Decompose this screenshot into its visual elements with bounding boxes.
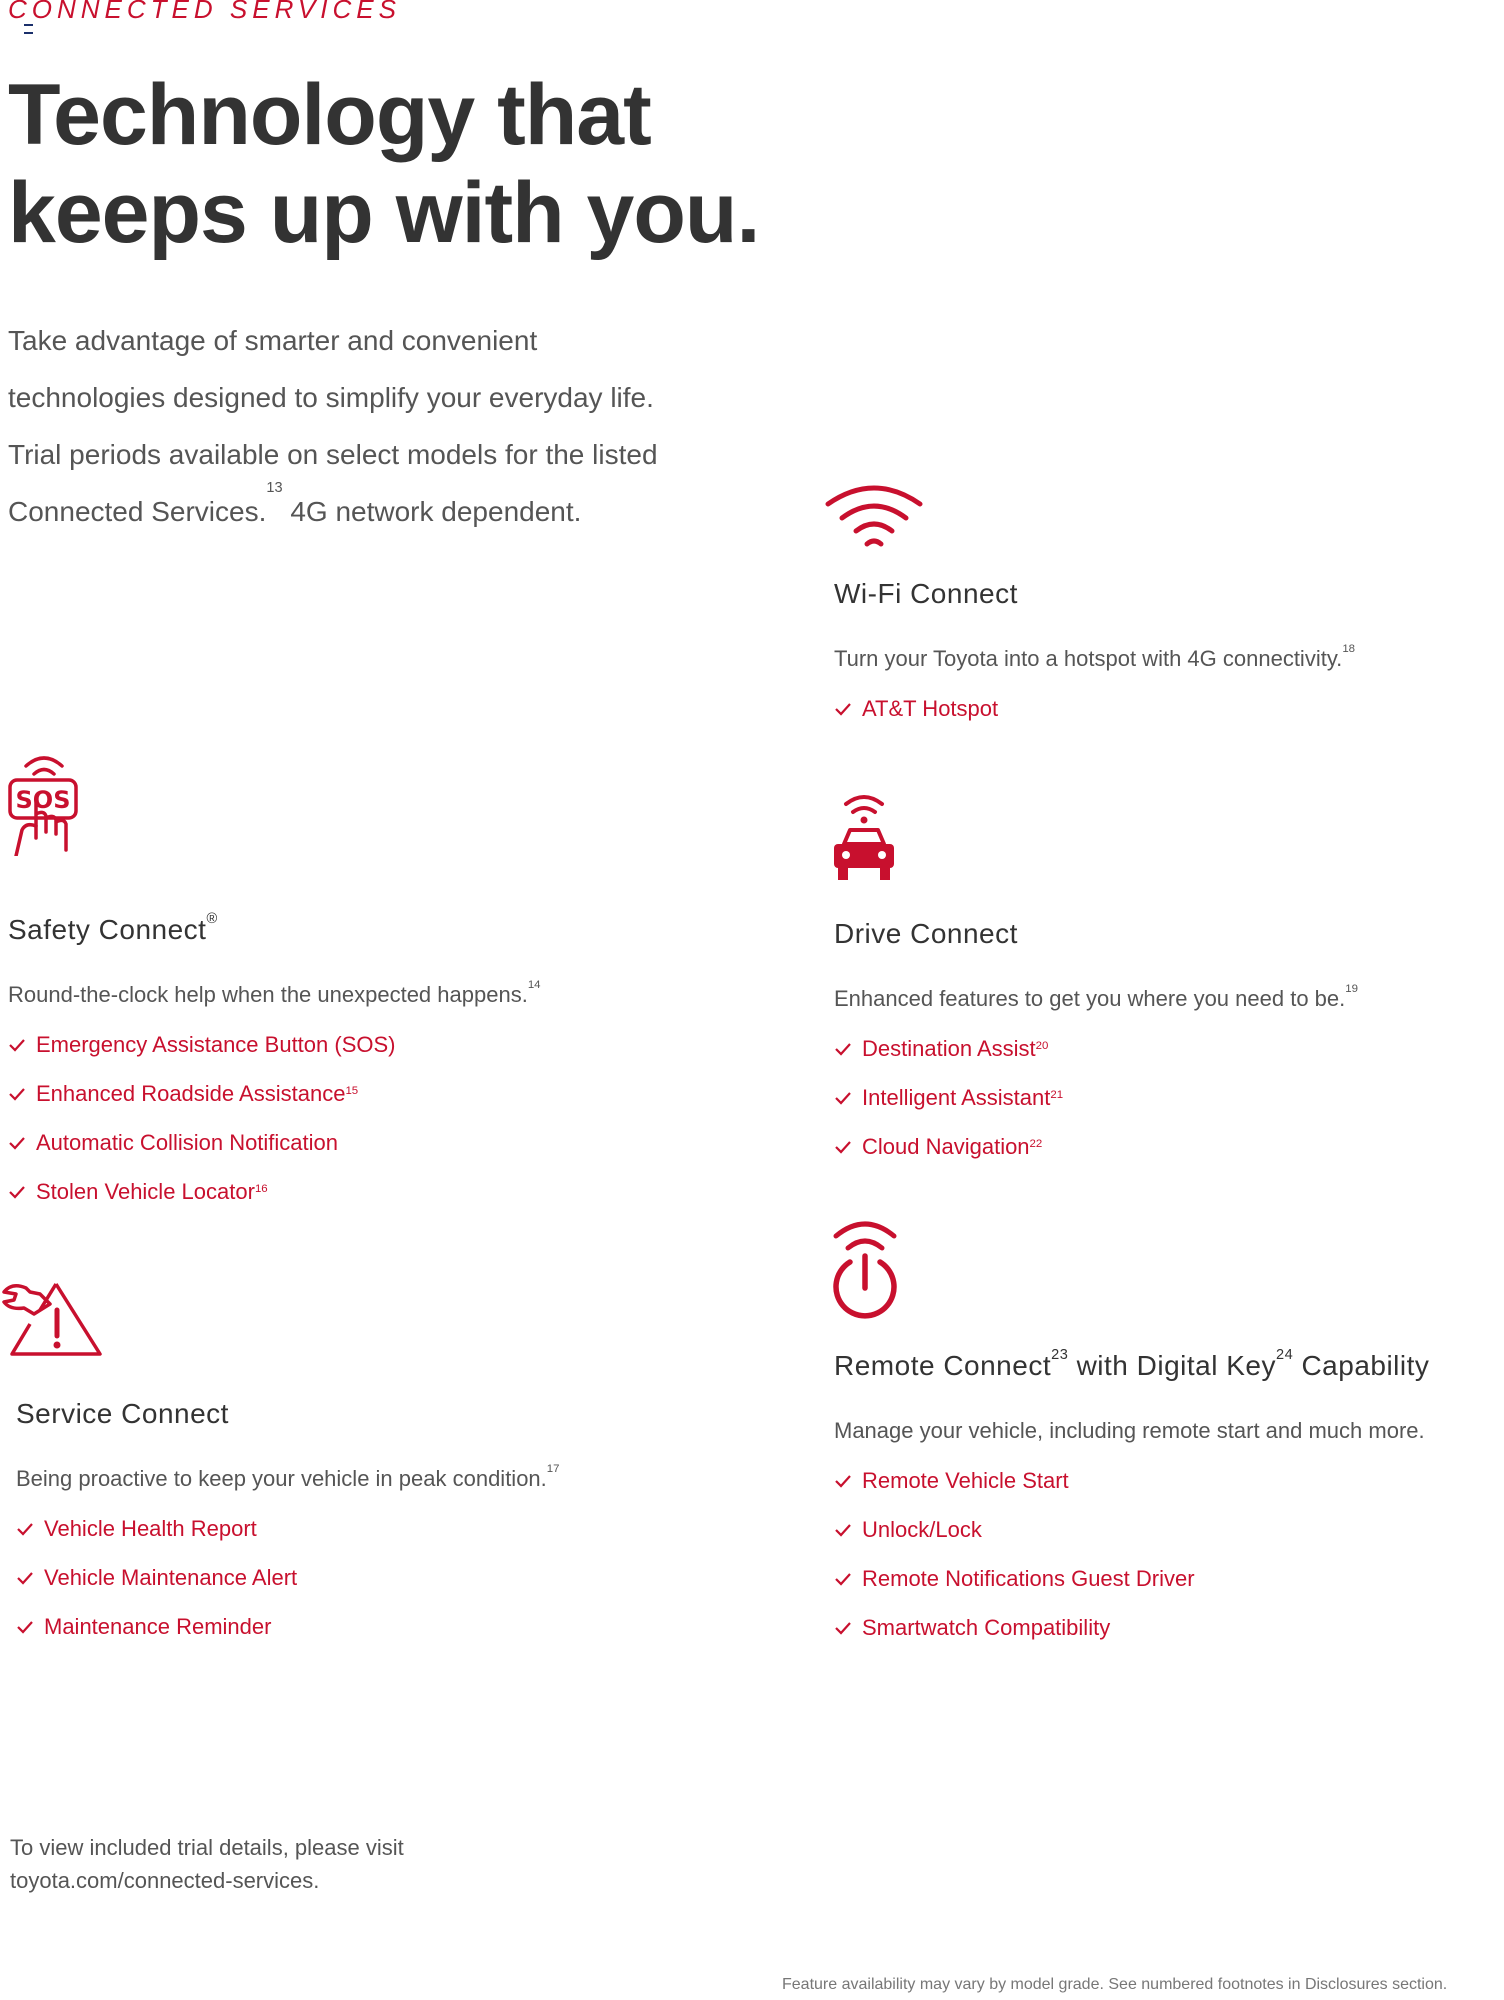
intro-line-1: Take advantage of smarter and convenient	[8, 325, 538, 356]
feature-label: Remote Notifications Guest Driver	[862, 1566, 1195, 1591]
feature-label: Unlock/Lock	[862, 1517, 982, 1542]
checkmark-icon	[834, 1620, 852, 1636]
safety-connect-description	[8, 979, 541, 1008]
small-mark-icon	[24, 24, 33, 34]
safety-connect-title	[8, 910, 541, 946]
headline-line-1: Technology that	[8, 67, 651, 163]
feature-label: Smartwatch Compatibility	[862, 1615, 1111, 1640]
feature-label: Stolen Vehicle Locator	[36, 1179, 255, 1204]
intro-line-4-text: Connected Services.	[8, 496, 267, 527]
service-desc-text: Being proactive to keep your vehicle in peak condition.	[16, 1466, 547, 1491]
checkmark-icon	[16, 1619, 34, 1635]
footnote-ref: 14	[527, 979, 541, 992]
remote-power-icon	[828, 1216, 902, 1322]
feature-label: Remote Vehicle Start	[862, 1468, 1069, 1493]
wifi-connect-title: Wi-Fi Connect	[834, 578, 1018, 609]
remote-connect-section	[834, 1346, 1430, 1652]
footnote-ref: 15	[345, 1085, 359, 1098]
footnote-ref: 16	[254, 1183, 268, 1196]
intro-line-4	[8, 479, 582, 527]
feature-label: Intelligent Assistant	[862, 1085, 1051, 1110]
intro-line-4-tail: 4G network dependent.	[282, 496, 582, 527]
intro-line-2: technologies designed to simplify your everyday life.	[8, 382, 654, 413]
drive-feature-list	[834, 1024, 1358, 1171]
list-item	[8, 1069, 541, 1118]
list-item	[834, 1603, 1429, 1652]
remote-title-tail: Capability	[1293, 1350, 1430, 1381]
safety-feature-list	[8, 1020, 541, 1216]
feature-label: AT&T Hotspot	[862, 696, 999, 721]
checkmark-icon	[834, 1522, 852, 1538]
list-item	[834, 1554, 1429, 1603]
sos-button-icon	[6, 752, 80, 856]
checkmark-icon	[834, 1473, 852, 1489]
list-item	[834, 1456, 1429, 1505]
checkmark-icon	[8, 1135, 26, 1151]
checkmark-icon	[834, 1571, 852, 1587]
remote-feature-list	[834, 1456, 1429, 1652]
wifi-icon	[822, 478, 926, 550]
footnote-ref: 13	[266, 479, 283, 496]
intro-paragraph	[8, 312, 728, 540]
feature-label: Vehicle Maintenance Alert	[44, 1565, 298, 1590]
feature-label: Vehicle Health Report	[44, 1516, 257, 1541]
checkmark-icon	[834, 1139, 852, 1155]
footnote-ref: 24	[1275, 1346, 1294, 1363]
wifi-feature-list	[834, 684, 1355, 733]
safety-connect-section	[8, 910, 541, 1216]
feature-label: Destination Assist	[862, 1036, 1036, 1061]
service-connect-description	[16, 1463, 560, 1492]
remote-title-text: Remote Connect	[834, 1350, 1052, 1381]
list-item	[834, 1122, 1358, 1171]
drive-connect-title: Drive Connect	[834, 918, 1018, 949]
drive-connect-section	[834, 918, 1358, 1171]
trial-note-line-1: To view included trial details, please visit	[10, 1835, 404, 1860]
footnote-ref: 21	[1050, 1089, 1064, 1102]
feature-disclaimer: Feature availability may vary by model grade. See numbered footnotes in Disclosures section.	[782, 1976, 1448, 1993]
drive-connect-description	[834, 983, 1358, 1012]
list-item	[8, 1167, 541, 1216]
list-item	[8, 1020, 541, 1069]
list-item	[8, 1118, 541, 1167]
list-item	[16, 1602, 560, 1651]
checkmark-icon	[8, 1184, 26, 1200]
safety-title-text: Safety Connect	[8, 914, 207, 945]
checkmark-icon	[834, 1041, 852, 1057]
checkmark-icon	[16, 1570, 34, 1586]
safety-desc-text: Round-the-clock help when the unexpected happens.	[8, 982, 528, 1007]
footnote-ref: 23	[1051, 1346, 1069, 1363]
list-item	[834, 1024, 1358, 1073]
remote-connect-title	[834, 1346, 1430, 1382]
list-item	[16, 1504, 560, 1553]
wifi-desc-text: Turn your Toyota into a hotspot with 4G connectivity.	[834, 646, 1343, 671]
feature-label: Automatic Collision Notification	[36, 1130, 339, 1155]
feature-label: Enhanced Roadside Assistance	[36, 1081, 346, 1106]
list-item	[834, 1505, 1429, 1554]
footnote-ref: 19	[1345, 983, 1358, 996]
service-connect-section	[16, 1398, 560, 1651]
wifi-connect-description	[834, 643, 1356, 672]
checkmark-icon	[8, 1037, 26, 1053]
service-feature-list	[16, 1504, 560, 1651]
checkmark-icon	[16, 1521, 34, 1537]
feature-label: Emergency Assistance Button (SOS)	[36, 1032, 396, 1057]
drive-desc-text: Enhanced features to get you where you need to be.	[834, 986, 1346, 1011]
footnote-ref: 18	[1342, 643, 1356, 656]
list-item	[834, 684, 1355, 733]
section-eyebrow: CONNECTED SERVICES	[8, 0, 401, 24]
feature-label: Maintenance Reminder	[44, 1614, 272, 1639]
wifi-connect-section	[834, 578, 1355, 733]
footnote-ref: 22	[1029, 1138, 1043, 1151]
feature-label: Cloud Navigation	[862, 1134, 1030, 1159]
footnote-ref: 17	[546, 1463, 560, 1476]
wrench-warning-icon	[0, 1280, 106, 1360]
remote-connect-description: Manage your vehicle, including remote start and much more.	[834, 1418, 1425, 1443]
list-item	[834, 1073, 1358, 1122]
headline-line-2: keeps up with you.	[8, 165, 760, 261]
intro-line-3: Trial periods available on select models for the listed	[8, 439, 658, 470]
trial-note-url[interactable]: toyota.com/connected-services.	[10, 1868, 320, 1893]
service-connect-title: Service Connect	[16, 1398, 229, 1429]
checkmark-icon	[834, 1090, 852, 1106]
registered-mark: ®	[206, 910, 218, 927]
svg-text:SOS: SOS	[15, 786, 71, 814]
footnote-ref: 20	[1035, 1040, 1049, 1053]
remote-title-mid: with Digital Key	[1068, 1350, 1276, 1381]
list-item	[16, 1553, 560, 1602]
trial-details-note	[10, 1831, 404, 1897]
page-headline	[8, 66, 759, 262]
checkmark-icon	[834, 701, 852, 717]
connected-car-icon	[830, 792, 898, 882]
checkmark-icon	[8, 1086, 26, 1102]
